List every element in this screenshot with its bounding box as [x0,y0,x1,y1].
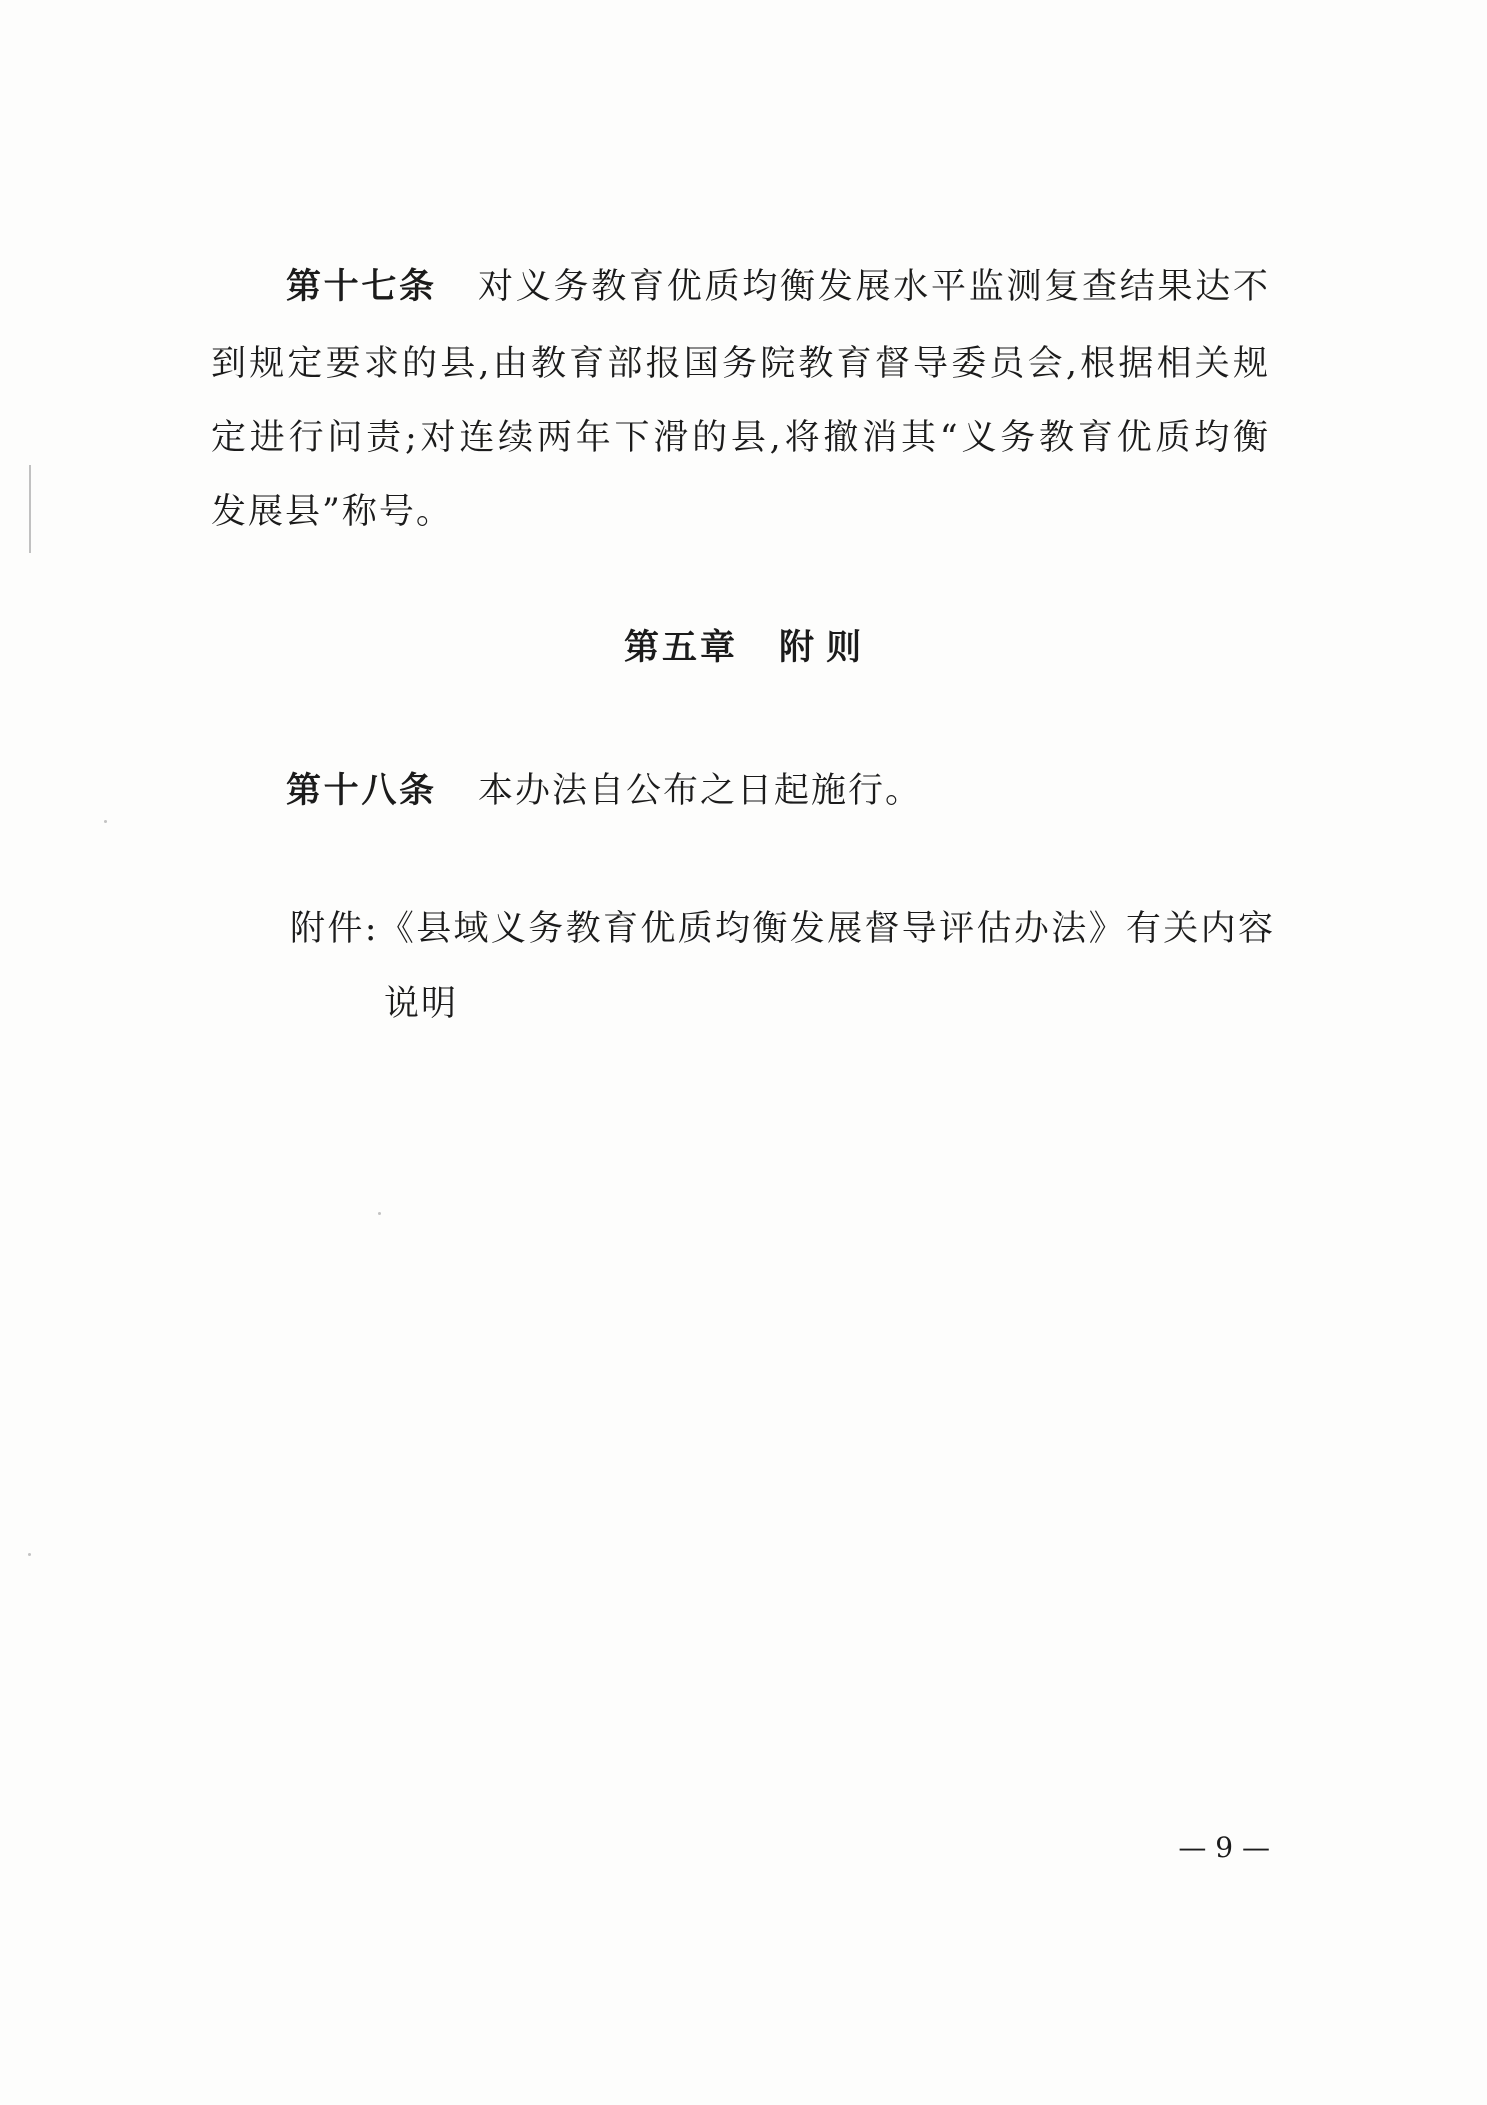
attachment-line-2: 说明 [384,984,459,1024]
article-17-line-3: 定进行问责;对连续两年下滑的县,将撤消其“义务教育优质均衡 [211,418,1268,458]
article-17-line-1: 对义务教育优质均衡发展水平监测复查结果达不 [478,267,1268,307]
article-18-text: 本办法自公布之日起施行。 [478,771,923,811]
scan-speck [378,1212,381,1215]
scan-edge-mark [29,465,31,553]
article-17-line-2: 到规定要求的县,由教育部报国务院教育督导委员会,根据相关规 [211,344,1268,384]
chapter-title: 附 则 [779,628,862,668]
attachment-line-1: 附件:《县域义务教育优质均衡发展督导评估办法》有关内容 [290,909,1273,949]
scan-speck [104,820,107,823]
page-number: — 9 — [1178,1831,1270,1864]
chapter-number: 第五章 [624,628,735,668]
article-17-line-4: 发展县”称号。 [211,492,453,532]
article-17-label: 第十七条 [286,267,434,307]
scan-speck [28,1553,31,1556]
article-18-label: 第十八条 [286,771,434,811]
